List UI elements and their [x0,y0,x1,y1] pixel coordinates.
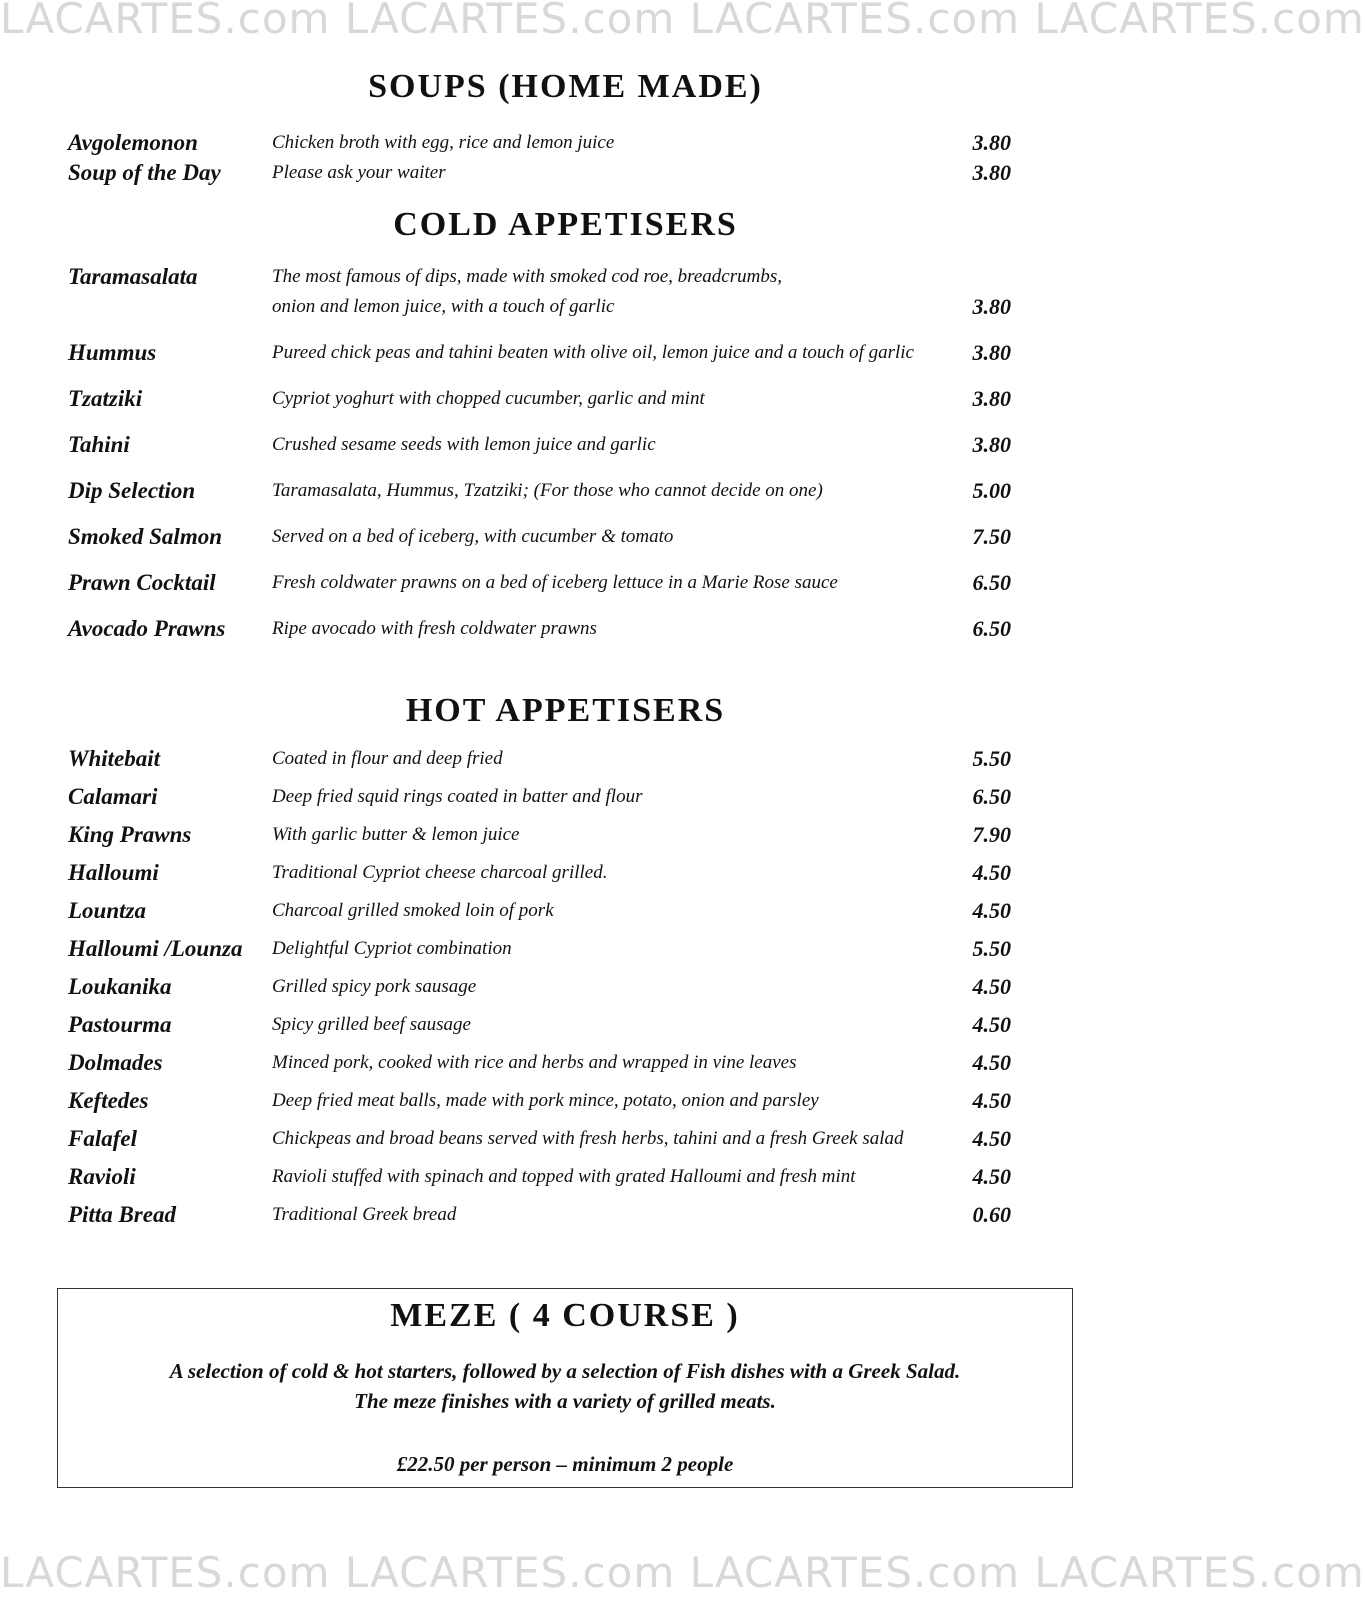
item-name: Falafel [68,1126,137,1151]
item-price: 4.50 [972,1088,1011,1113]
meze-description-line1: A selection of cold & hot starters, followed by a selection of Fish dishes with a Greek Salad. [169,1359,961,1383]
item-price: 3.80 [972,432,1011,457]
meze-price: £22.50 per person – minimum 2 people [396,1452,734,1476]
item-price: 6.50 [972,784,1011,809]
item-name: Pastourma [68,1012,172,1037]
menu-item [0,432,1131,462]
menu-item [0,860,1131,890]
menu-item [0,974,1131,1004]
item-description: Chickpeas and broad beans served with fresh herbs, tahini and a fresh Greek salad [272,1128,904,1149]
item-price: 4.50 [972,860,1011,885]
item-description: Traditional Cypriot cheese charcoal grilled. [272,862,608,883]
watermark-bottom: LACARTES.com LACARTES.com LACARTES.com LACARTES.com [0,1548,1365,1597]
item-price: 4.50 [972,898,1011,923]
menu-item [0,386,1131,416]
item-description: Pureed chick peas and tahini beaten with olive oil, lemon juice and a touch of garlic [272,342,914,363]
section-title-hot-appetisers: HOT APPETISERS [405,692,726,729]
item-name: King Prawns [68,822,192,847]
menu-item [0,478,1131,508]
item-description: Fresh coldwater prawns on a bed of iceberg lettuce in a Marie Rose sauce [272,572,838,593]
item-name: Avocado Prawns [68,616,226,641]
item-description: Coated in flour and deep fried [272,748,503,769]
item-description: Cypriot yoghurt with chopped cucumber, garlic and mint [272,388,705,409]
item-description: Please ask your waiter [272,162,446,183]
item-description: Minced pork, cooked with rice and herbs and wrapped in vine leaves [272,1052,797,1073]
menu-item [0,1050,1131,1080]
item-description: Delightful Cypriot combination [272,938,512,959]
item-price: 4.50 [972,1050,1011,1075]
menu-item [0,1126,1131,1156]
item-name: Dolmades [68,1050,163,1075]
section-title-cold-appetisers: COLD APPETISERS [393,206,738,243]
menu-item [0,130,1131,160]
menu-item [0,746,1131,776]
item-name: Soup of the Day [68,160,221,185]
item-price: 3.80 [972,294,1011,319]
menu-item [0,898,1131,928]
item-price: 3.80 [972,386,1011,411]
menu-item [0,616,1131,646]
item-description: Traditional Greek bread [272,1204,457,1225]
meze-description-line2: The meze finishes with a variety of grilled meats. [354,1389,776,1413]
menu-item [0,524,1131,554]
item-name: Tzatziki [68,386,143,411]
item-name: Ravioli [68,1164,136,1189]
item-price: 7.90 [972,822,1011,847]
item-name: Calamari [68,784,158,809]
item-price: 6.50 [972,570,1011,595]
item-name: Pitta Bread [68,1202,176,1227]
item-name: Tahini [68,432,130,457]
item-description: Deep fried squid rings coated in batter and flour [272,786,643,807]
item-description: Ripe avocado with fresh coldwater prawns [272,618,597,639]
item-description-line2: onion and lemon juice, with a touch of garlic [272,296,615,317]
meze-box [57,1288,1073,1488]
item-name: Avgolemonon [68,130,198,155]
menu-item [0,1088,1131,1118]
item-name: Taramasalata [68,264,198,289]
item-price: 5.50 [972,936,1011,961]
item-price: 3.80 [972,340,1011,365]
item-description: Chicken broth with egg, rice and lemon juice [272,132,615,153]
item-price: 6.50 [972,616,1011,641]
item-price: 3.80 [972,130,1011,155]
item-name: Halloumi /Lounza [68,936,243,961]
menu-item [0,1202,1131,1232]
item-description: Grilled spicy pork sausage [272,976,477,997]
menu-item [0,160,1131,190]
watermark-top: LACARTES.com LACARTES.com LACARTES.com LACARTES.com [0,0,1365,43]
item-price: 7.50 [972,524,1011,549]
item-price: 4.50 [972,1164,1011,1189]
item-description: Charcoal grilled smoked loin of pork [272,900,554,921]
item-name: Halloumi [68,860,159,885]
item-price: 4.50 [972,1126,1011,1151]
menu-item [0,936,1131,966]
item-price: 3.80 [972,160,1011,185]
menu-item [0,822,1131,852]
item-description: Crushed sesame seeds with lemon juice and garlic [272,434,656,455]
item-description: Deep fried meat balls, made with pork mince, potato, onion and parsley [272,1090,819,1111]
item-price: 4.50 [972,974,1011,999]
item-description: The most famous of dips, made with smoked cod roe, breadcrumbs, [272,266,782,287]
menu-item [0,1012,1131,1042]
item-name: Dip Selection [68,478,196,503]
item-name: Prawn Cocktail [68,570,216,595]
item-name: Smoked Salmon [68,524,223,549]
item-name: Lountza [68,898,146,923]
item-price: 5.00 [972,478,1011,503]
menu-item [0,784,1131,814]
menu-item [0,264,1131,324]
item-name: Hummus [68,340,157,365]
item-name: Loukanika [68,974,172,999]
item-description: Served on a bed of iceberg, with cucumber & tomato [272,526,674,547]
item-name: Whitebait [68,746,161,771]
item-price: 5.50 [972,746,1011,771]
menu-item [0,340,1131,370]
item-description: Taramasalata, Hummus, Tzatziki; (For those who cannot decide on one) [272,480,823,501]
item-description: Ravioli stuffed with spinach and topped with grated Halloumi and fresh mint [272,1166,856,1187]
menu-item [0,570,1131,600]
menu-item [0,1164,1131,1194]
item-description: With garlic butter & lemon juice [272,824,520,845]
item-price: 0.60 [972,1202,1011,1227]
item-price: 4.50 [972,1012,1011,1037]
item-name: Keftedes [68,1088,149,1113]
section-title-meze: MEZE ( 4 COURSE ) [390,1297,740,1334]
item-description: Spicy grilled beef sausage [272,1014,471,1035]
section-title-soups: SOUPS (HOME MADE) [368,68,763,105]
